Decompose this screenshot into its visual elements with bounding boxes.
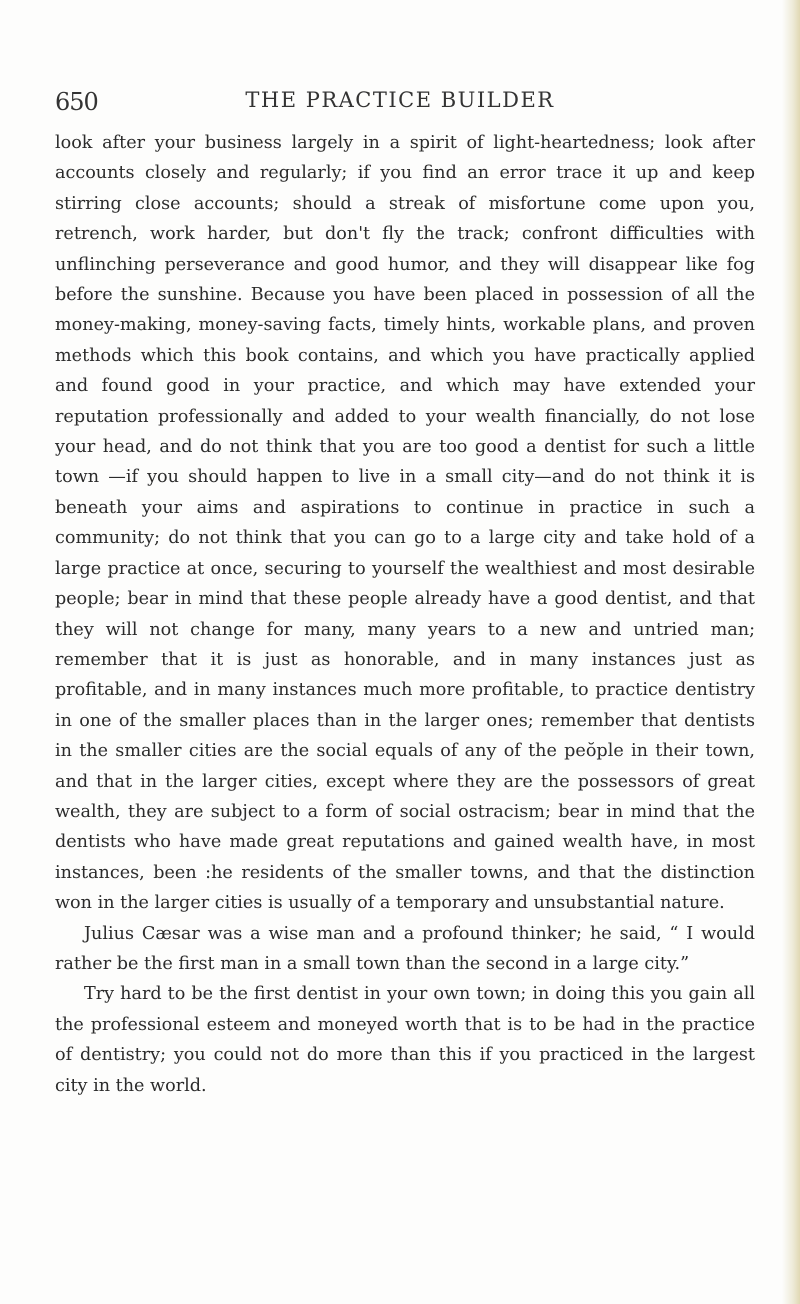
page-edge-shadow — [782, 0, 800, 1304]
body-text — [55, 128, 755, 1101]
page-number: 650 — [55, 88, 98, 116]
paragraph-caesar-quote: Julius Cæsar was a wise man and a profound thinker; he said, “ I would rather be the first man in a small town than the second in a large city.” — [55, 923, 755, 974]
running-title: THE PRACTICE BUILDER — [245, 88, 555, 112]
paragraph-continuation: look after your business largely in a spirit of light-heartedness; look after accounts closely and regularly; if you find an error trace it up and keep stirring close accounts; should a streak of misfortune come upon you, retrench, work harder, but don't fly the track; confront difficulties with unflinching perseverance and good humor, and they will disappear like fog before the sunshine. Because you have been placed in possession of all the money-making, money-saving facts, timely hints, workable plans, and proven methods which this book contains, and which you have practically applied and found good in your practice, and which may have extended your reputation professionally and added to your wealth financially, do not lose your head, and do not think that you are too good a dentist for such a little town —if you should happen to live in a small city—and do not think it is beneath your aims and aspirations to continue in practice in such a community; do not think that you can go to a large city and take hold of a large practice at once, securing to yourself the wealthiest and most desirable people; bear in mind that these people already have a good dentist, and that they will not change for many, many years to a new and untried man; remember that it is just as honorable, and in many instances just as profitable, and in many instances much more profitable, to practice dentistry in one of the smaller places than in the larger ones; remember that dentists in the smaller cities are the social equals of any of the peŏple in their town, and that in the larger cities, except where they are the possessors of great wealth, they are subject to a form of social ostracism; bear in mind that the dentists who have made great reputations and gained wealth have, in most instances, been :he residents of the smaller towns, and that the distinction won in the larger cities is usually of a temporary and unsubstantial nature. — [55, 133, 755, 914]
paragraph-closing: Try hard to be the first dentist in your own town; in doing this you gain all the professional esteem and moneyed worth that is to be had in the practice of dentistry; you could not do more than this if you practiced in the largest city in the world. — [55, 984, 755, 1096]
